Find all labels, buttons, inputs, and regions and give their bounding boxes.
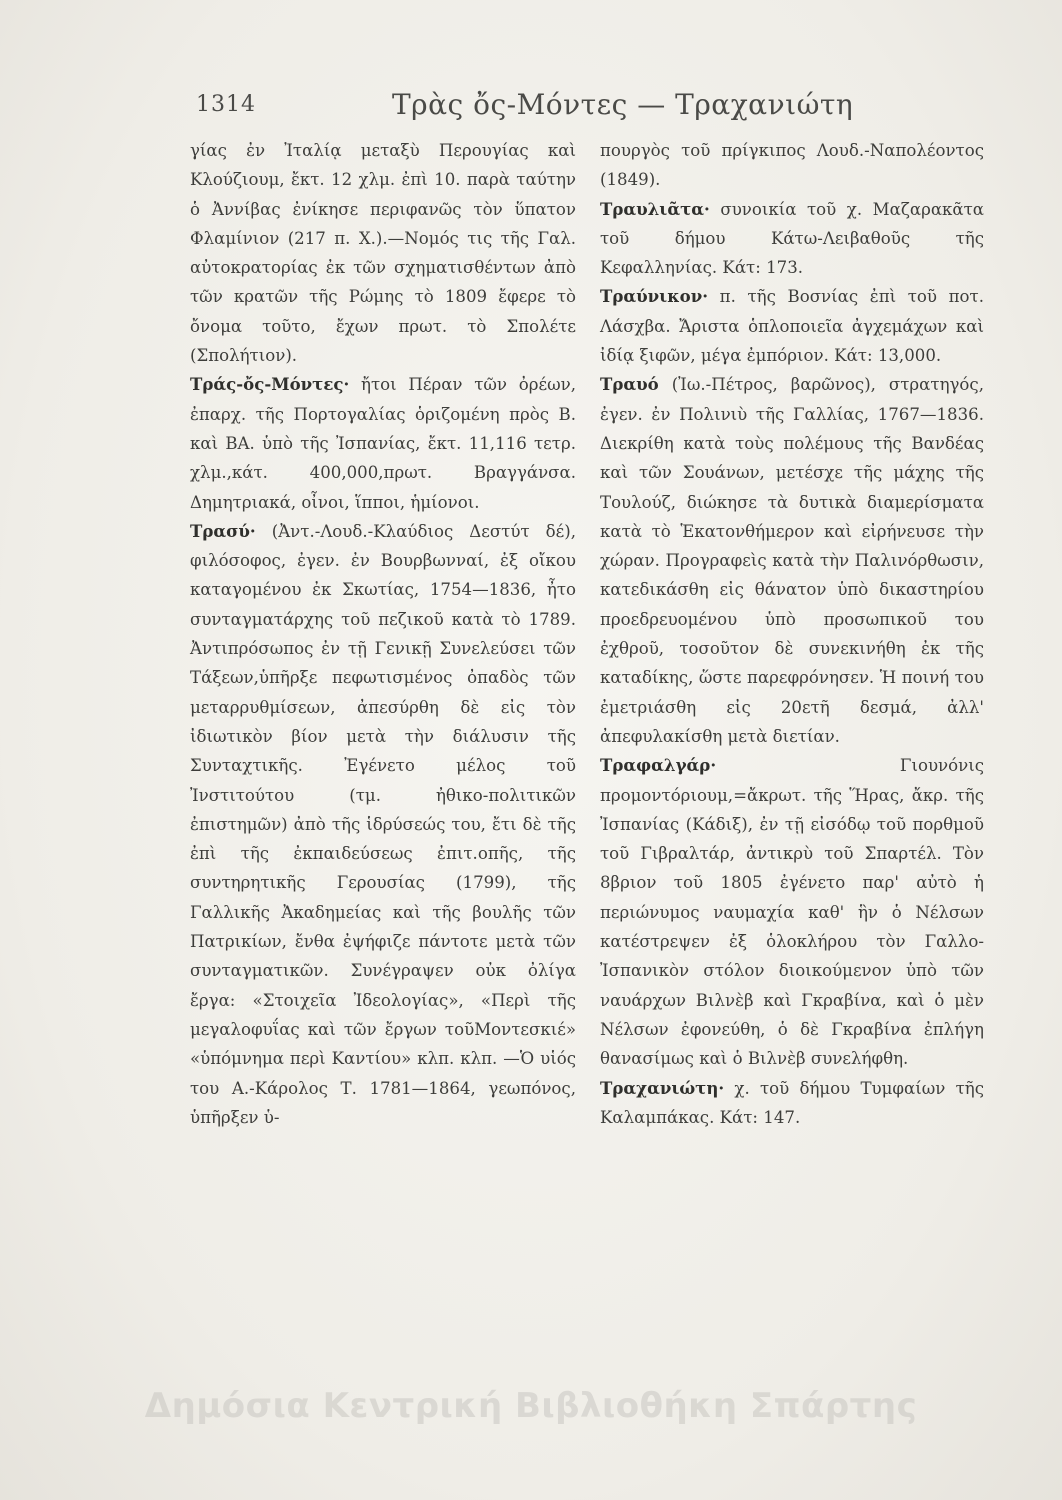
entry-lemma: Τρασύ· bbox=[190, 520, 256, 541]
entry-tras-os-montes bbox=[190, 370, 576, 516]
entry-trachanioti bbox=[600, 1074, 984, 1133]
right-column bbox=[600, 136, 984, 1132]
page-header bbox=[196, 88, 856, 128]
entry-text: (Ἀντ.-Λουδ.-Κλαύδιος Δεστύτ δέ), φιλόσοφος, ἐγεν. ἐν Βουρβωνναί, ἐξ οἴκου καταγομένου ἐκ Σκωτίας, 1754—1836, ἦτο συνταγματάρχης τοῦ πεζικοῦ κατὰ τὸ 1789. Ἀντιπρόσωπος ἐν τῇ Γενικῇ Συνελεύσει τῶν Τάξεων,ὑπῆρξε πεφωτισμένος ὀπαδὸς τῶν μεταρρυθμίσεων, ἀπεσύρθη δὲ εἰς τὸν ἰδιωτικὸν βίον μετὰ τὴν διάλυσιν τῆς Συνταχτικῆς. Ἐγένετο μέλος τοῦ Ἰνστιτούτου (τμ. ἠθικο-πολιτικῶν ἐπιστημῶν) ἀπὸ τῆς ἱδρύσεώς του, ἔτι δὲ τῆς ἐπὶ τῆς ἐκπαιδεύσεως ἐπιτ.οπῆς, τῆς συντηρητικῆς Γερουσίας (1799), τῆς Γαλλικῆς Ἀκαδημείας καὶ τῆς βουλῆς τῶν Πατρικίων, ἔνθα ἐψήφιζε πάντοτε μετὰ τῶν συνταγματικῶν. Συνέγραψεν οὐκ ὀλίγα ἔργα: «Στοιχεῖα Ἰδεολογίας», «Περὶ τῆς μεγαλοφυΐας καὶ τῶν ἔργων τοῦΜοντεσκιέ» «ὑπόμνημα περὶ Καντίου» κλπ. κλπ. —Ὁ υἱός του Α.-Κάρολος Τ. 1781—1864, γεωπόνος, ὑπῆρξεν ὑ- bbox=[190, 521, 576, 1127]
entry-text: (Ἰω.-Πέτρος, βαρῶνος), στρατηγός, ἐγεν. ἐν Πολινιὺ τῆς Γαλλίας, 1767—1836. Διεκρίθη κατὰ τοὺς πολέμους τῆς Βανδέας καὶ τῶν Σουάνων, μετέσχε τῆς μάχης τῆς Τουλούζ, διώκησε τὰ δυτικὰ διαμερίσματα κατὰ τὸ Ἑκατονθήμερον καὶ εἰρήνευσε τὴν χώραν. Προγραφεὶς κατὰ τὴν Παλινόρθωσιν, κατεδικάσθη εἰς θάνατον ὑπὸ δικαστηρίου προεδρευομένου ὑπὸ προσωπικοῦ του ἐχθροῦ, τοσοῦτον δὲ συνεκινήθη ἐκ τῆς καταδίκης, ὥστε παρεφρόνησεν. Ἡ ποινή του ἐμετριάσθη εἰς 20ετῆ δεσμά, ἀλλ' ἀπεφυλακίσθη μετὰ διετίαν. bbox=[600, 375, 984, 746]
left-column bbox=[190, 136, 576, 1132]
entry-travliata bbox=[600, 195, 984, 283]
entry-text: γίας ἐν Ἰταλίᾳ μεταξὺ Περουγίας καὶ Κλούζιουμ, ἔκτ. 12 χλμ. ἐπὶ 10. παρὰ ταύτην ὁ Ἀννίβας ἐνίκησε περιφανῶς τὸν ὕπατον Φλαμίνιον (217 π. Χ.).—Νομός τις τῆς Γαλ. αὐτοκρατορίας ἐκ τῶν σχηματισθέντων ἀπὸ τῶν κρατῶν τῆς Ρώμης τὸ 1809 ἔφερε τὸ ὄνομα τοῦτο, ἔχων πρωτ. τὸ Σπολέτε (Σπολήτιον). bbox=[190, 141, 576, 366]
entry-lemma: Τραφαλγάρ· bbox=[600, 755, 717, 776]
page-number: 1314 bbox=[196, 92, 256, 117]
entry-travnikon bbox=[600, 282, 984, 370]
library-watermark: Δημόσια Κεντρική Βιβλιοθήκη Σπάρτης bbox=[144, 1386, 918, 1426]
entry-lemma: Τραυλιᾶτα· bbox=[600, 198, 710, 219]
entry-continuation bbox=[600, 136, 984, 195]
entry-lemma: Τραχανιώτη· bbox=[600, 1077, 725, 1098]
entry-text: π. τῆς Βοσνίας ἐπὶ τοῦ ποτ. Λάσχβα. Ἄριστα ὁπλοποιεῖα ἀγχεμάχων καὶ ἰδίᾳ ξιφῶν, μέγα ἐμπόριον. Κάτ: 13,000. bbox=[600, 287, 984, 366]
entry-text: συνοικία τοῦ χ. Μαζαρακᾶτα τοῦ δήμου Κάτω-Λειβαθοῦς τῆς Κεφαλληνίας. Κάτ: 173. bbox=[600, 199, 984, 278]
entry-lemma: Τραύνικον· bbox=[600, 286, 709, 307]
entry-continuation bbox=[190, 136, 576, 370]
entry-text: πουργὸς τοῦ πρίγκιπος Λουδ.-Ναπολέοντος (1849). bbox=[600, 141, 984, 190]
entry-travo bbox=[600, 370, 984, 751]
entry-trasy bbox=[190, 517, 576, 1132]
entry-lemma: Τραυό bbox=[600, 374, 659, 395]
entry-trafalgar bbox=[600, 751, 984, 1073]
entry-text: Γιουνόνις προμοντόριουμ,=ἄκρωτ. τῆς Ἥρας, ἄκρ. τῆς Ἰσπανίας (Κάδιξ), ἐν τῇ εἰσόδῳ τοῦ πορθμοῦ τοῦ Γιβραλτάρ, ἀντικρὺ τοῦ Σπαρτέλ. Τὸν 8βριον τοῦ 1805 ἐγένετο παρ' αὐτὸ ἡ περιώνυμος ναυμαχία καθ' ἣν ὁ Νέλσων κατέστρεψεν ἐξ ὁλοκλήρου τὸν Γαλλο-Ἰσπανικὸν στόλον διοικούμενον ὑπὸ τῶν ναυάρχων Βιλνὲβ καὶ Γκραβίνα, καὶ ὁ μὲν Νέλσων ἐφονεύθη, ὁ δὲ Γκραβίνα ἐπλήγη θανασίμως καὶ ὁ Βιλνὲβ συνελήφθη. bbox=[600, 756, 984, 1069]
entry-text: ἤτοι Πέραν τῶν ὀρέων, ἐπαρχ. τῆς Πορτογαλίας ὁριζομένη πρὸς Β. καὶ ΒΑ. ὑπὸ τῆς Ἰσπανίας, ἔκτ. 11,116 τετρ. χλμ.,κάτ. 400,000,πρωτ. Βραγγάνσα. Δημητριακά, οἶνοι, ἵπποι, ἡμίονοι. bbox=[190, 375, 576, 512]
entry-text: χ. τοῦ δήμου Τυμφαίων τῆς Καλαμπάκας. Κάτ: 147. bbox=[600, 1078, 984, 1127]
running-head: Τρὰς ὄς-Μόντες — Τραχανιώτη bbox=[392, 88, 854, 121]
entry-lemma: Τράς-ὄς-Μόντες· bbox=[190, 374, 350, 395]
